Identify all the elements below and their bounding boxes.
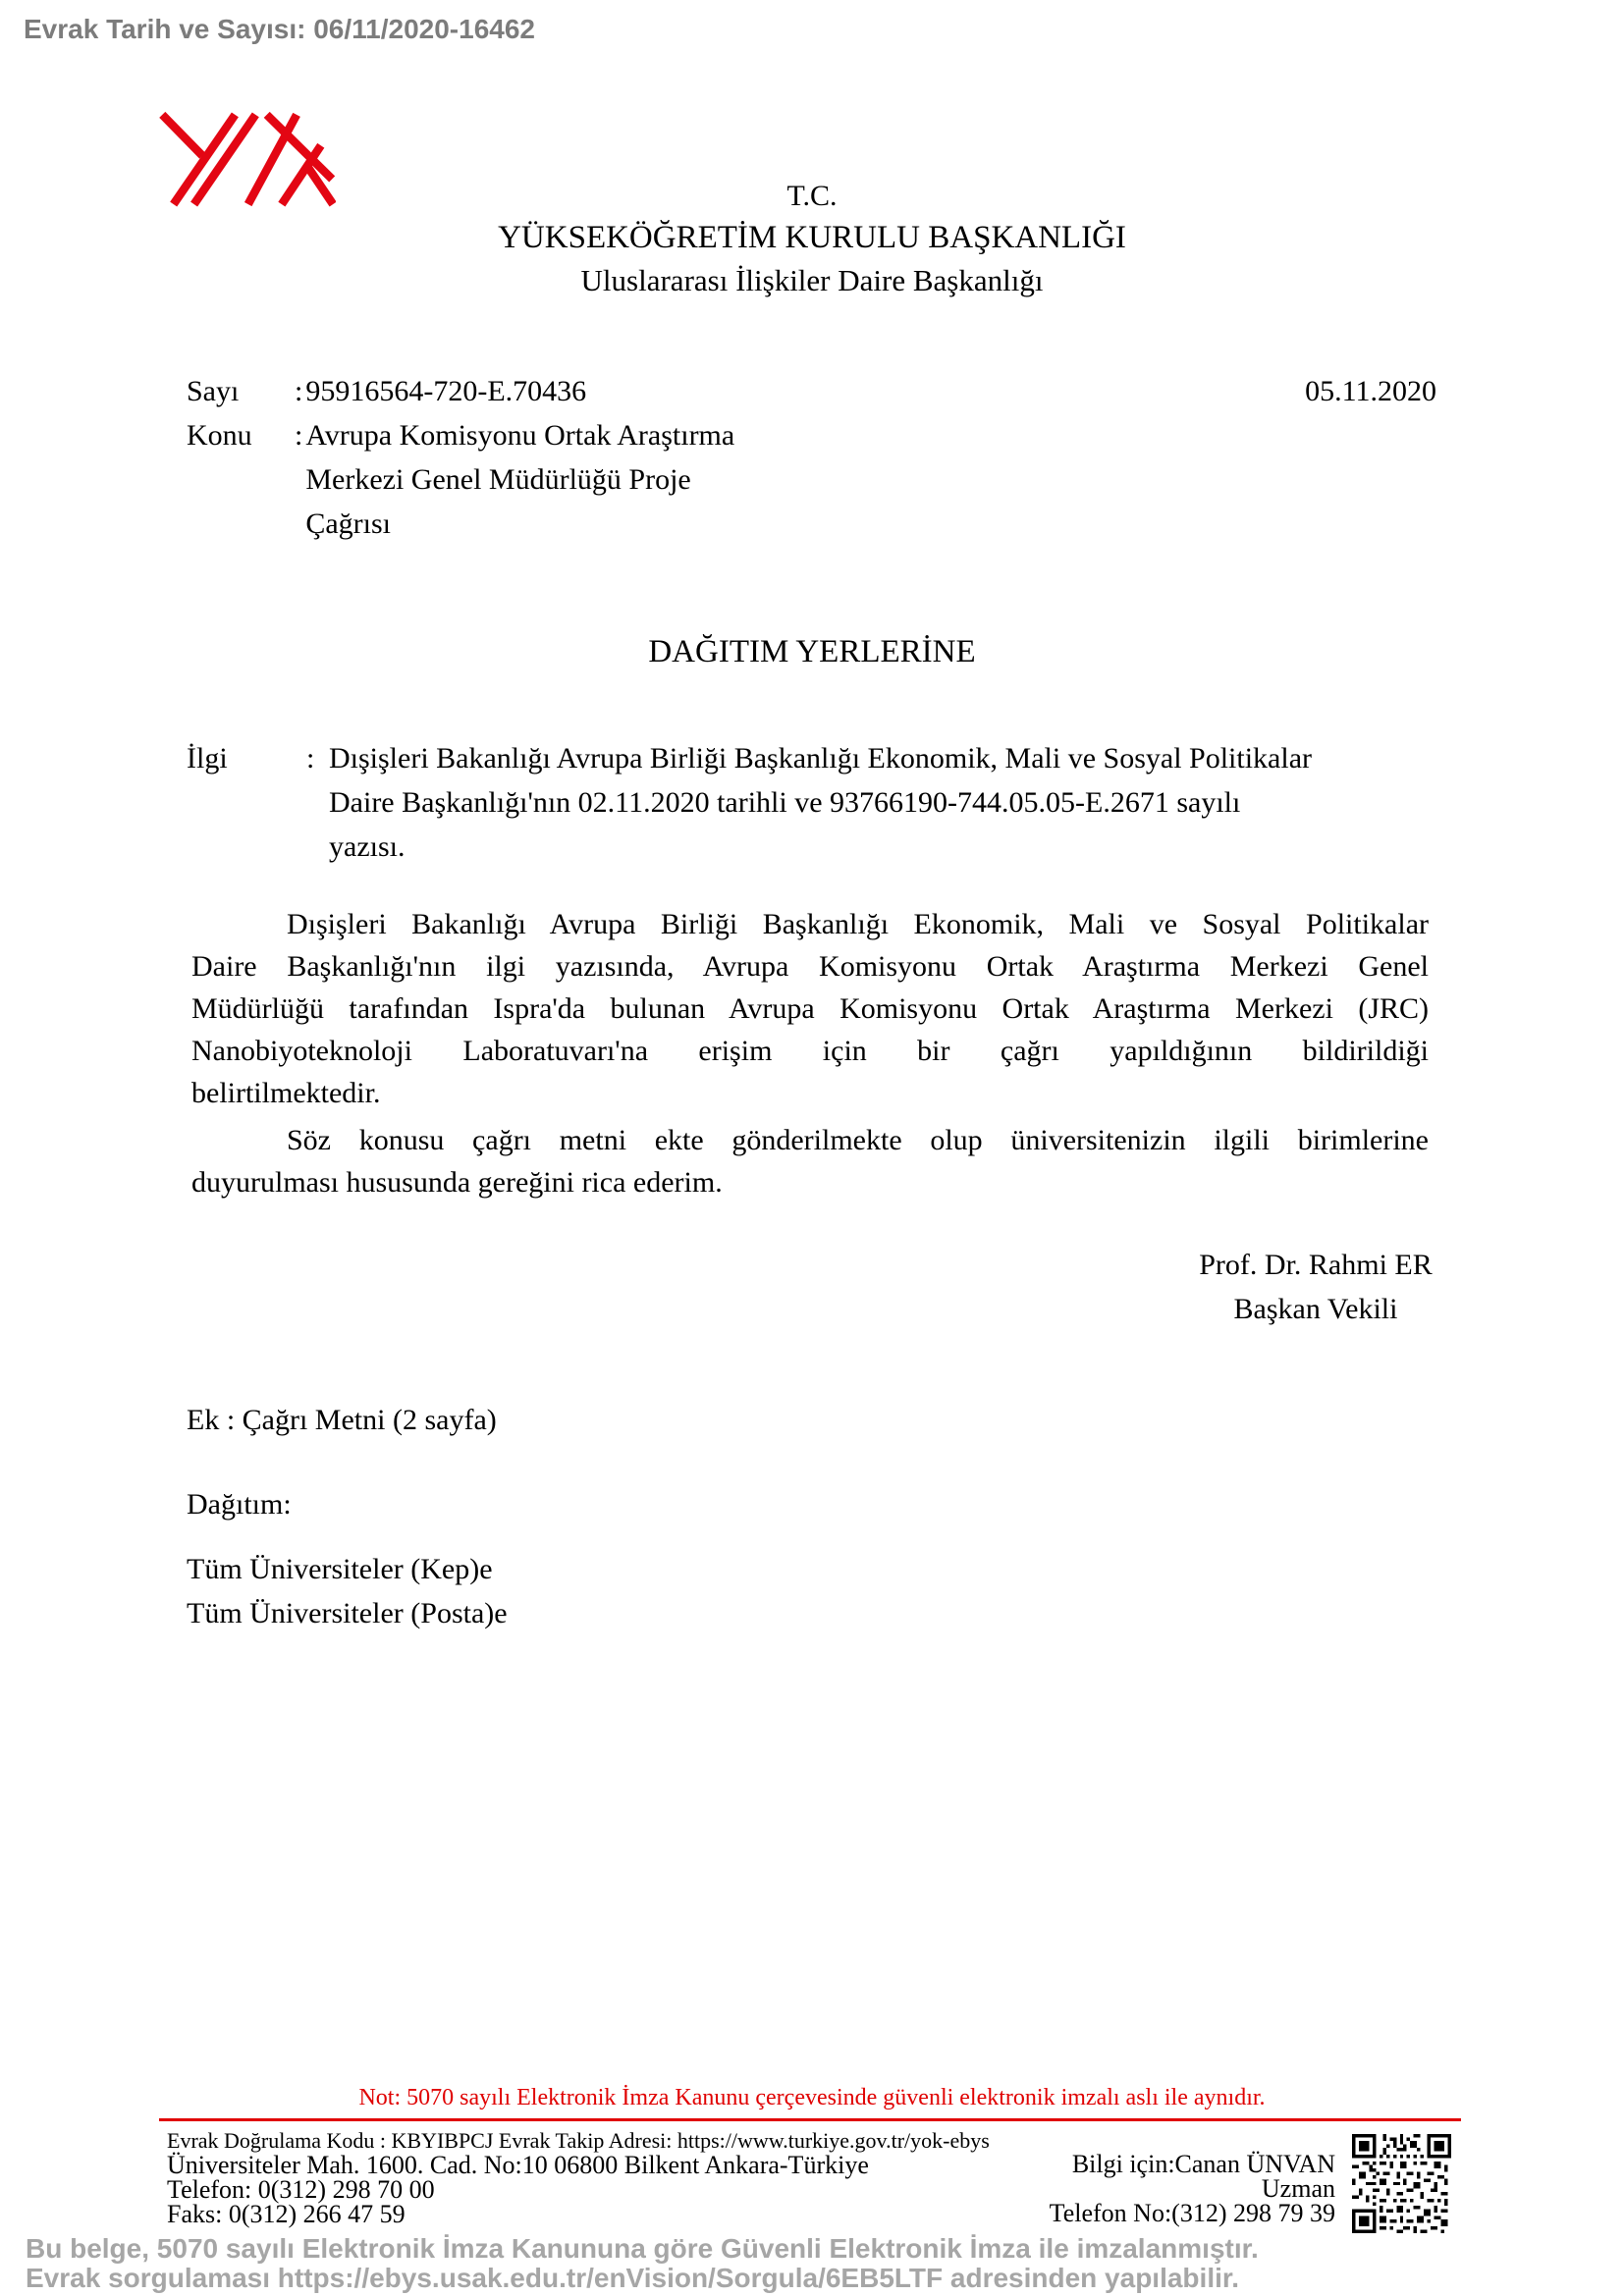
- footer-contact-right-line: Uzman: [1261, 2174, 1335, 2203]
- letterhead-institution: YÜKSEKÖĞRETİM KURULU BAŞKANLIĞI: [498, 220, 1126, 255]
- body-paragraph-1: [191, 903, 1429, 1114]
- body-paragraph-1-line: Müdürlüğü tarafından Ispra'da bulunan Avrupa Komisyonu Ortak Araştırma Merkezi (JRC): [191, 992, 1429, 1025]
- body-paragraph-1-line: Dışişleri Bakanlığı Avrupa Birliği Başkanlığı Ekonomik, Mali ve Sosyal Politikalar: [287, 908, 1429, 940]
- ilgi-text: [329, 736, 1312, 869]
- body-paragraph-1-line: belirtilmektedir.: [191, 1077, 381, 1109]
- footer-contact-left-line: Telefon: 0(312) 298 70 00: [167, 2175, 435, 2204]
- footer-contact-left-line: Üniversiteler Mah. 1600. Cad. No:10 06800 Bilkent Ankara-Türkiye: [167, 2151, 869, 2179]
- distribution-list: [187, 1547, 508, 1635]
- sayi-row: [187, 369, 734, 413]
- body-paragraph-2-line: Söz konusu çağrı metni ekte gönderilmekte olup üniversitenizin ilgili birimlerine: [287, 1124, 1429, 1156]
- footer-contact-right-line: Telefon No:(312) 298 79 39: [1049, 2199, 1335, 2227]
- qr-code-icon: [1352, 2132, 1451, 2235]
- signature-block: [1119, 1243, 1512, 1331]
- konu-row: [187, 413, 734, 546]
- verification-stamp: [26, 2234, 1259, 2293]
- body-paragraph-2-line: duyurulması hususunda gereğini rica ederim.: [191, 1166, 723, 1199]
- recipient-heading: DAĞITIM YERLERİNE: [648, 634, 976, 669]
- meta-block: [187, 369, 734, 546]
- distribution-label: Dağıtım:: [187, 1488, 292, 1521]
- konu-value-line: Avrupa Komisyonu Ortak Araştırma: [305, 419, 735, 452]
- sayi-value: 95916564-720-E.70436: [305, 375, 587, 407]
- konu-colon: :: [295, 419, 303, 452]
- ilgi-text-line: Daire Başkanlığı'nın 02.11.2020 tarihli ve 93766190-744.05.05-E.2671 sayılı: [329, 786, 1241, 819]
- konu-label: Konu: [187, 419, 252, 452]
- konu-value: [305, 413, 734, 546]
- letterhead: [0, 177, 1624, 302]
- ilgi-colon: :: [306, 742, 315, 774]
- distribution-item: Tüm Üniversiteler (Kep)e: [187, 1553, 493, 1585]
- body-paragraph-1-line: Nanobiyoteknoloji Laboratuvarı'na erişim için bir çağrı yapıldığının bildirildiği: [191, 1035, 1429, 1067]
- signer-title: Başkan Vekili: [1233, 1293, 1398, 1325]
- body-paragraph-1-line: Daire Başkanlığı'nın ilgi yazısında, Avrupa Komisyonu Ortak Araştırma Merkezi Genel: [191, 950, 1429, 983]
- body-paragraph-2: [191, 1119, 1429, 1203]
- konu-value-line: Merkezi Genel Müdürlüğü Proje: [305, 463, 691, 496]
- footer-divider-rule: [159, 2118, 1461, 2121]
- verification-stamp-line: Bu belge, 5070 sayılı Elektronik İmza Kanununa göre Güvenli Elektronik İmza ile imzalanmıştır.: [26, 2233, 1259, 2264]
- footer-contact-left: [167, 2128, 990, 2226]
- ilgi-block: [187, 736, 1312, 869]
- footer-contact-left-line: Faks: 0(312) 266 47 59: [167, 2200, 406, 2228]
- letterhead-department: Uluslararası İlişkiler Daire Başkanlığı: [580, 263, 1044, 297]
- electronic-signature-note: Not: 5070 sayılı Elektronik İmza Kanunu çerçevesinde güvenli elektronik imzalı aslı ile aynıdır.: [358, 2085, 1266, 2110]
- footer-contact-right-line: Bilgi için:Canan ÜNVAN: [1071, 2150, 1335, 2178]
- distribution-item: Tüm Üniversiteler (Posta)e: [187, 1597, 508, 1629]
- footer-contact-left-line: Evrak Doğrulama Kodu : KBYIBPCJ Evrak Takip Adresi: https://www.turkiye.gov.tr/yok-ebys: [167, 2128, 990, 2153]
- attachment-line: Ek : Çağrı Metni (2 sayfa): [187, 1404, 497, 1436]
- document-date: 05.11.2020: [1305, 375, 1436, 407]
- signer-name: Prof. Dr. Rahmi ER: [1199, 1249, 1433, 1281]
- sayi-label: Sayı: [187, 375, 240, 407]
- sayi-colon: :: [295, 375, 303, 407]
- ilgi-text-line: Dışişleri Bakanlığı Avrupa Birliği Başkanlığı Ekonomik, Mali ve Sosyal Politikalar: [329, 742, 1313, 774]
- letterhead-country: T.C.: [786, 180, 838, 212]
- verification-stamp-line: Evrak sorgulaması https://ebys.usak.edu.tr/enVision/Sorgula/6EB5LTF adresinden yapılabilir.: [26, 2263, 1240, 2293]
- konu-value-line: Çağrısı: [305, 507, 392, 540]
- document-date-number-stamp: Evrak Tarih ve Sayısı: 06/11/2020-16462: [24, 14, 535, 44]
- ilgi-label: İlgi: [187, 742, 228, 774]
- footer-contact-right: [1050, 2152, 1335, 2225]
- ilgi-text-line: yazısı.: [329, 830, 406, 863]
